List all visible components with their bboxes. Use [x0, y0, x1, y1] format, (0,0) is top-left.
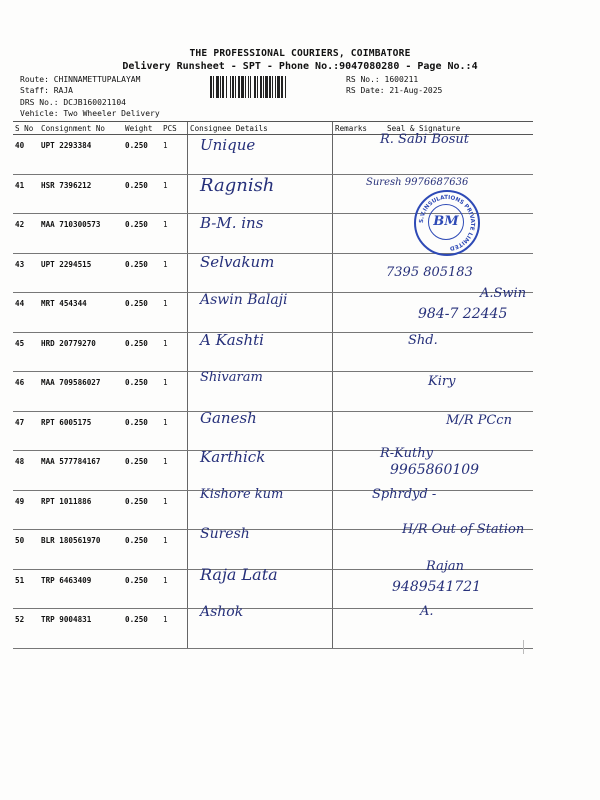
- consignee-handwritten-name: Shivaram: [200, 370, 263, 385]
- row-sno: 41: [13, 174, 39, 214]
- col-sno: S No: [13, 122, 39, 135]
- row-weight: 0.250: [123, 332, 161, 372]
- table-row: [13, 332, 533, 372]
- col-remarks: Remarks: [333, 122, 386, 135]
- row-weight: 0.250: [123, 253, 161, 293]
- row-seal-cell: [385, 609, 533, 649]
- row-consignment-no: BLR 180561970: [39, 530, 123, 570]
- company-seal-stamp: [414, 190, 480, 256]
- recipient-signature: M/R PCcn: [446, 413, 512, 428]
- col-consignee: Consignee Details: [188, 122, 333, 135]
- row-weight: 0.250: [123, 372, 161, 412]
- row-pcs: 1: [161, 372, 188, 412]
- row-remarks-cell: [333, 214, 386, 254]
- recipient-signature: A.Swin: [480, 286, 527, 301]
- drs-number: DRS No.: DCJB160021104: [20, 98, 126, 107]
- recipient-signature: Sphrdyd -: [372, 487, 437, 502]
- recipient-signature: 7395 805183: [386, 265, 473, 280]
- recipient-signature: R. Sabi Bosut: [380, 132, 469, 147]
- recipient-phone-number: 984-7 22445: [418, 306, 508, 322]
- row-remarks-cell: [333, 135, 386, 175]
- row-remarks-cell: [333, 372, 386, 412]
- vehicle-label: Vehicle: Two Wheeler Delivery: [20, 109, 160, 118]
- company-title: THE PROFESSIONAL COURIERS, COIMBATORE: [189, 48, 411, 59]
- consignee-handwritten-name: Aswin Balaji: [200, 292, 288, 308]
- consignee-handwritten-name: Ashok: [200, 604, 244, 620]
- row-remarks-cell: [333, 332, 386, 372]
- row-sno: 44: [13, 293, 39, 333]
- row-sno: 42: [13, 214, 39, 254]
- consignee-handwritten-name: A Kashti: [200, 331, 264, 349]
- row-pcs: 1: [161, 490, 188, 530]
- row-sno: 47: [13, 411, 39, 451]
- recipient-signature: Rajan: [426, 559, 464, 574]
- row-pcs: 1: [161, 569, 188, 609]
- consignee-handwritten-name: Unique: [200, 136, 256, 154]
- consignee-handwritten-name: B-M. ins: [200, 214, 264, 232]
- route-label: Route: CHINNAMETTUPALAYAM: [20, 75, 141, 84]
- row-remarks-cell: [333, 609, 386, 649]
- table-row: [13, 609, 533, 649]
- row-pcs: 1: [161, 253, 188, 293]
- row-weight: 0.250: [123, 451, 161, 491]
- row-remarks-cell: [333, 253, 386, 293]
- row-weight: 0.250: [123, 135, 161, 175]
- row-pcs: 1: [161, 135, 188, 175]
- rs-date: RS Date: 21-Aug-2025: [346, 86, 443, 95]
- row-consignment-no: MAA 709586027: [39, 372, 123, 412]
- row-remarks-cell: [333, 451, 386, 491]
- row-consignment-no: RPT 1011886: [39, 490, 123, 530]
- row-sno: 52: [13, 609, 39, 649]
- recipient-signature: Shd.: [408, 333, 438, 348]
- row-pcs: 1: [161, 609, 188, 649]
- row-weight: 0.250: [123, 214, 161, 254]
- row-consignment-no: HRD 20779270: [39, 332, 123, 372]
- row-sno: 48: [13, 451, 39, 491]
- row-pcs: 1: [161, 174, 188, 214]
- recipient-signature: Suresh 9976687636: [366, 177, 469, 188]
- row-seal-cell: [385, 372, 533, 412]
- row-weight: 0.250: [123, 293, 161, 333]
- row-pcs: 1: [161, 293, 188, 333]
- row-pcs: 1: [161, 530, 188, 570]
- row-remarks-cell: [333, 293, 386, 333]
- row-weight: 0.250: [123, 411, 161, 451]
- runsheet-subtitle: Delivery Runsheet - SPT - Phone No.:9047080280 - Page No.:4: [122, 61, 478, 72]
- row-consignment-no: MRT 454344: [39, 293, 123, 333]
- row-weight: 0.250: [123, 490, 161, 530]
- row-sno: 50: [13, 530, 39, 570]
- consignee-handwritten-name: Selvakum: [200, 253, 275, 271]
- row-consignment-no: UPT 2294515: [39, 253, 123, 293]
- recipient-signature: H/R Out of Station: [402, 522, 525, 537]
- row-sno: 49: [13, 490, 39, 530]
- consignee-handwritten-name: Kishore kum: [200, 487, 284, 502]
- row-consignment-no: RPT 6005175: [39, 411, 123, 451]
- recipient-phone-number: 9489541721: [392, 579, 482, 595]
- row-consignment-no: UPT 2293384: [39, 135, 123, 175]
- row-remarks-cell: [333, 411, 386, 451]
- recipient-signature: A.: [420, 604, 434, 619]
- recipient-signature: R-Kuthy: [380, 446, 433, 461]
- recipient-phone-number: 9965860109: [390, 462, 480, 478]
- col-seal: Seal & Signature: [385, 122, 533, 135]
- margin-mark: [523, 640, 524, 654]
- row-pcs: 1: [161, 451, 188, 491]
- col-consignment: Consignment No: [39, 122, 123, 135]
- row-remarks-cell: [333, 530, 386, 570]
- row-consignment-no: MAA 710300573: [39, 214, 123, 254]
- seal-initials: BM: [428, 204, 464, 240]
- row-sno: 46: [13, 372, 39, 412]
- recipient-signature: Kiry: [428, 374, 456, 389]
- consignee-handwritten-name: Karthick: [200, 448, 266, 466]
- row-consignment-no: MAA 577784167: [39, 451, 123, 491]
- col-pcs: PCS: [161, 122, 188, 135]
- row-consignment-no: HSR 7396212: [39, 174, 123, 214]
- row-weight: 0.250: [123, 174, 161, 214]
- consignee-handwritten-name: Raja Lata: [200, 565, 278, 584]
- barcode-bar: [286, 76, 287, 98]
- staff-label: Staff: RAJA: [20, 86, 73, 95]
- consignee-handwritten-name: Ganesh: [200, 409, 257, 427]
- barcode-image: [210, 76, 338, 98]
- row-sno: 43: [13, 253, 39, 293]
- row-sno: 40: [13, 135, 39, 175]
- col-weight: Weight: [123, 122, 161, 135]
- row-weight: 0.250: [123, 609, 161, 649]
- row-remarks-cell: [333, 569, 386, 609]
- consignee-handwritten-name: Ragnish: [200, 175, 275, 196]
- row-sno: 45: [13, 332, 39, 372]
- row-pcs: 1: [161, 411, 188, 451]
- seal-text: S.V.INSULATIONS PRIVATE LIMITED: [418, 194, 476, 251]
- row-pcs: 1: [161, 214, 188, 254]
- row-sno: 51: [13, 569, 39, 609]
- consignee-handwritten-name: Suresh: [200, 526, 250, 542]
- row-weight: 0.250: [123, 530, 161, 570]
- rs-number: RS No.: 1600211: [346, 75, 419, 84]
- row-consignment-no: TRP 9004831: [39, 609, 123, 649]
- row-consignment-no: TRP 6463409: [39, 569, 123, 609]
- row-weight: 0.250: [123, 569, 161, 609]
- row-pcs: 1: [161, 332, 188, 372]
